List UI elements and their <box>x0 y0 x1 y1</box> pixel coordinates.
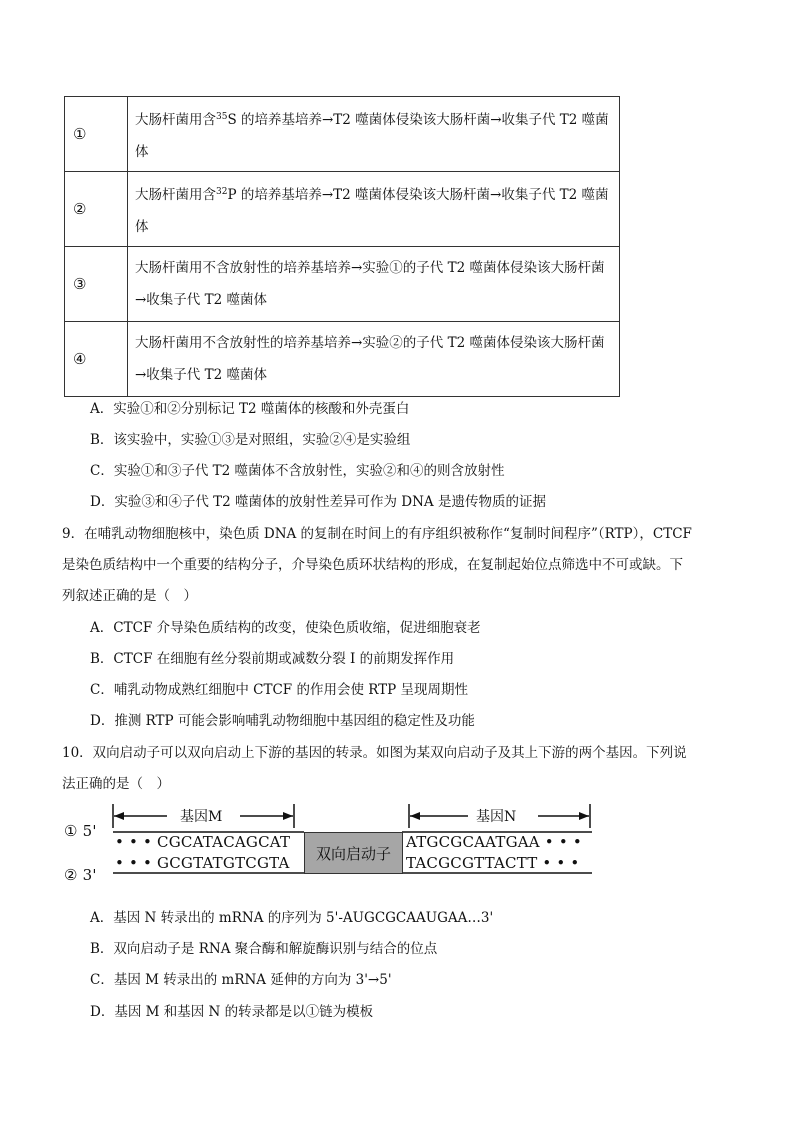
strand-2-gene-m-sequence: • • • GCGTATGTCGTA <box>115 854 290 872</box>
row-number: ② <box>65 172 128 247</box>
gene-n-arrowhead-left <box>410 812 420 820</box>
row-description <box>128 247 620 322</box>
strand-1-label: ① 5' <box>64 822 97 840</box>
table-row <box>65 97 620 172</box>
row-text: 体 <box>135 143 149 160</box>
row-number: ④ <box>65 322 128 397</box>
strand-2-gene-n-sequence: TACGCGTTACTT • • • <box>406 854 580 872</box>
table-row <box>65 172 620 247</box>
q10-option-d: D．基因 M 和基因 N 的转录都是以①链为模板 <box>90 1004 374 1020</box>
row-text: 体 <box>135 218 149 235</box>
gene-n-arrowhead-right <box>579 812 589 820</box>
q8-option-d: D．实验③和④子代 T2 噬菌体的放射性差异可作为 DNA 是遗传物质的证据 <box>90 494 546 510</box>
row-text: S 的培养基培养→T2 噬菌体侵染该大肠杆菌→收集子代 T2 噬菌 <box>227 111 609 128</box>
gene-m-arrowhead-left <box>114 812 124 820</box>
strand-1-gene-n-sequence: ATGCGCAATGAA • • • <box>406 833 582 851</box>
row-text: →收集子代 T2 噬菌体 <box>135 292 267 308</box>
row-text: →收集子代 T2 噬菌体 <box>135 367 267 383</box>
table-row <box>65 322 620 397</box>
row-text: 大肠杆菌用含 <box>135 186 216 203</box>
row-text: 大肠杆菌用不含放射性的培养基培养→实验①的子代 T2 噬菌体侵染该大肠杆菌 <box>135 260 605 276</box>
isotope-mass: 32 <box>216 186 228 197</box>
q9-stem-line-2: 是染色质结构中一个重要的结构分子，介导染色质环状结构的形成，在复制起始位点筛选中不可或缺。下 <box>62 557 683 573</box>
q9-option-a: A．CTCF 介导染色质结构的改变，使染色质收缩，促进细胞衰老 <box>90 620 481 636</box>
row-description <box>128 97 620 172</box>
row-description <box>128 322 620 397</box>
bidirectional-promoter-diagram <box>64 796 612 886</box>
q9-option-b: B．CTCF 在细胞有丝分裂前期或减数分裂 I 的前期发挥作用 <box>90 651 455 667</box>
q9-option-d: D．推测 RTP 可能会影响哺乳动物细胞中基因组的稳定性及功能 <box>90 713 475 729</box>
row-text: P 的培养基培养→T2 噬菌体侵染该大肠杆菌→收集子代 T2 噬菌 <box>227 186 609 203</box>
q9-option-c: C．哺乳动物成熟红细胞中 CTCF 的作用会使 RTP 呈现周期性 <box>90 682 469 698</box>
row-number: ③ <box>65 247 128 322</box>
table-row <box>65 247 620 322</box>
q8-option-a: A．实验①和②分别标记 T2 噬菌体的核酸和外壳蛋白 <box>90 401 410 417</box>
row-text: 大肠杆菌用不含放射性的培养基培养→实验②的子代 T2 噬菌体侵染该大肠杆菌 <box>135 335 605 351</box>
strand-1-gene-m-sequence: • • • CGCATACAGCAT <box>115 833 291 851</box>
q10-option-a: A．基因 N 转录出的 mRNA 的序列为 5'-AUGCGCAAUGAA…3' <box>90 910 494 926</box>
gene-m-arrowhead-right <box>283 812 293 820</box>
strand-2-label: ② 3' <box>64 866 97 884</box>
bidirectional-promoter-box: 双向启动子 <box>304 832 403 874</box>
q10-option-b: B．双向启动子是 RNA 聚合酶和解旋酶识别与结合的位点 <box>90 941 438 957</box>
row-description <box>128 172 620 247</box>
q9-stem-line-1: 9．在哺乳动物细胞核中，染色质 DNA 的复制在时间上的有序组织被称作“复制时间程序”（RTP），CTCF <box>62 526 692 542</box>
row-text: 大肠杆菌用含 <box>135 111 216 128</box>
q9-stem-line-3: 列叙述正确的是（ ） <box>62 588 197 604</box>
experiment-table <box>64 96 620 397</box>
row-number: ① <box>65 97 128 172</box>
q8-option-b: B．该实验中，实验①③是对照组，实验②④是实验组 <box>90 432 411 448</box>
q10-option-c: C．基因 M 转录出的 mRNA 延伸的方向为 3'→5' <box>90 972 392 988</box>
isotope-mass: 35 <box>216 111 228 122</box>
q10-stem-line-2: 法正确的是（ ） <box>62 776 170 792</box>
q10-stem-line-1: 10．双向启动子可以双向启动上下游的基因的转录。如图为某双向启动子及其上下游的两个基因。下列说 <box>62 745 687 761</box>
gene-n-label: 基因N <box>476 809 517 825</box>
q8-option-c: C．实验①和③子代 T2 噬菌体不含放射性，实验②和④的则含放射性 <box>90 463 505 479</box>
gene-m-label: 基因M <box>180 809 223 825</box>
